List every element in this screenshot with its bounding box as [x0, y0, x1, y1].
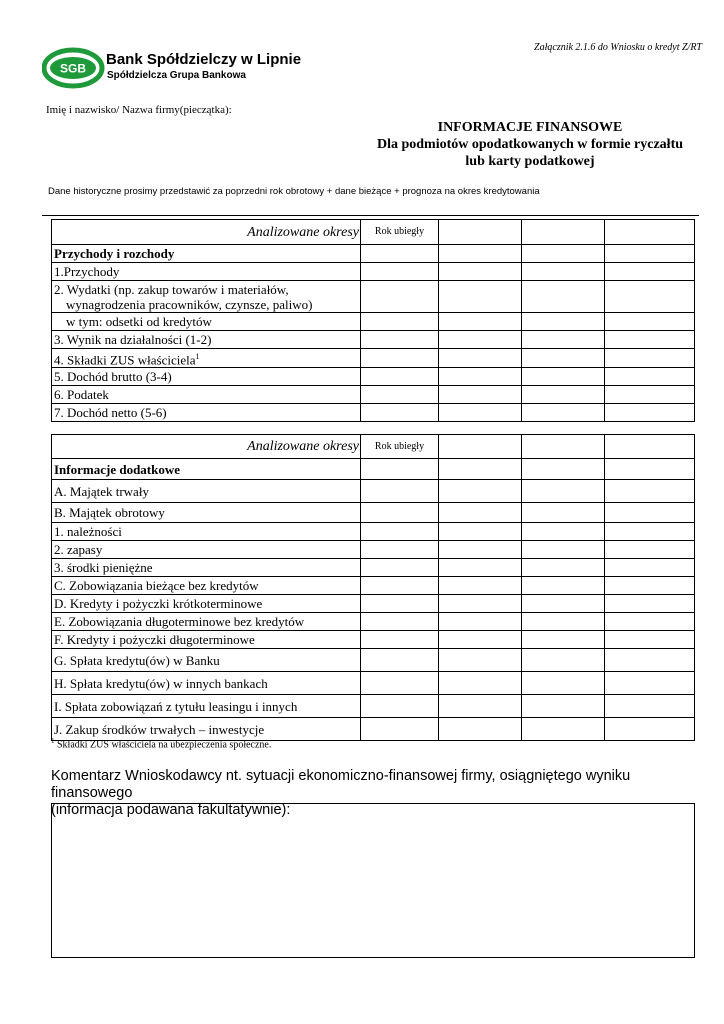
value-cell[interactable]: [439, 349, 522, 368]
section-heading: Informacje dodatkowe: [52, 459, 361, 480]
table-row: [52, 480, 695, 503]
table-header-row: [52, 435, 695, 459]
value-cell[interactable]: [439, 523, 522, 541]
value-cell[interactable]: [522, 695, 605, 718]
value-cell[interactable]: [605, 331, 695, 349]
value-cell[interactable]: [361, 263, 439, 281]
period-cell[interactable]: [522, 435, 605, 459]
period-cell[interactable]: [522, 220, 605, 245]
row-label: [52, 349, 361, 368]
value-cell[interactable]: [522, 718, 605, 741]
period-header: Analizowane okresy: [52, 435, 361, 459]
table-row: [52, 577, 695, 595]
value-cell[interactable]: [439, 718, 522, 741]
row-label: I. Spłata zobowiązań z tytułu leasingu i innych: [52, 695, 361, 718]
value-cell[interactable]: [361, 695, 439, 718]
value-cell[interactable]: [439, 613, 522, 631]
value-cell[interactable]: [522, 480, 605, 503]
table-row: [52, 613, 695, 631]
value-cell[interactable]: [439, 331, 522, 349]
value-cell[interactable]: [439, 577, 522, 595]
value-cell[interactable]: [522, 313, 605, 331]
table-row: [52, 368, 695, 386]
value-cell[interactable]: [522, 559, 605, 577]
footnote: [51, 737, 271, 750]
value-cell[interactable]: [522, 331, 605, 349]
row-label: J. Zakup środków trwałych – inwestycje: [52, 718, 361, 741]
value-cell[interactable]: [361, 613, 439, 631]
value-cell[interactable]: [605, 695, 695, 718]
value-cell[interactable]: [522, 503, 605, 523]
row-label: 6. Podatek: [52, 386, 361, 404]
table-row: [52, 349, 695, 368]
value-cell[interactable]: [605, 368, 695, 386]
table-row: [52, 331, 695, 349]
period-cell[interactable]: [439, 435, 522, 459]
value-cell[interactable]: [439, 386, 522, 404]
value-cell[interactable]: [439, 541, 522, 559]
value-cell[interactable]: [361, 595, 439, 613]
value-cell[interactable]: [522, 523, 605, 541]
row-label: 7. Dochód netto (5-6): [52, 404, 361, 422]
value-cell[interactable]: [361, 313, 439, 331]
row-label: 5. Dochód brutto (3-4): [52, 368, 361, 386]
table-row: [52, 404, 695, 422]
footnote-mark: 1: [51, 737, 55, 745]
value-cell[interactable]: [605, 559, 695, 577]
value-cell[interactable]: [522, 349, 605, 368]
value-cell[interactable]: [522, 631, 605, 649]
value-cell[interactable]: [605, 404, 695, 422]
value-cell[interactable]: [522, 386, 605, 404]
value-cell[interactable]: [439, 281, 522, 313]
table-row: [52, 672, 695, 695]
section-heading: Przychody i rozchody: [52, 245, 361, 263]
row-label: w tym: odsetki od kredytów: [52, 313, 361, 331]
table-row: [52, 595, 695, 613]
value-cell[interactable]: [361, 349, 439, 368]
instruction-note: Dane historyczne prosimy przedstawić za poprzedni rok obrotowy + dane bieżące + prognoza na okres kredytowania: [48, 186, 540, 197]
row-label: 2. zapasy: [52, 541, 361, 559]
row-label: D. Kredyty i pożyczki krótkoterminowe: [52, 595, 361, 613]
value-cell[interactable]: [361, 503, 439, 523]
value-cell[interactable]: [522, 595, 605, 613]
value-cell[interactable]: [439, 631, 522, 649]
value-cell[interactable]: [361, 281, 439, 313]
value-cell[interactable]: [361, 331, 439, 349]
value-cell[interactable]: [361, 559, 439, 577]
value-cell[interactable]: [439, 649, 522, 672]
value-cell[interactable]: [522, 672, 605, 695]
value-cell[interactable]: [361, 368, 439, 386]
table-row: [52, 631, 695, 649]
table-row: [52, 541, 695, 559]
footnote-mark: 1: [195, 352, 200, 361]
value-cell[interactable]: [522, 368, 605, 386]
period-header: Analizowane okresy: [52, 220, 361, 245]
document-title: [340, 119, 720, 170]
row-label: [52, 281, 361, 313]
value-cell[interactable]: [522, 263, 605, 281]
row-label: A. Majątek trwały: [52, 480, 361, 503]
bank-name: Bank Spółdzielczy w Lipnie: [106, 51, 302, 68]
title-line-3: lub karty podatkowej: [465, 154, 595, 169]
prior-year-header: Rok ubiegły: [361, 220, 439, 245]
value-cell[interactable]: [361, 577, 439, 595]
value-cell[interactable]: [361, 404, 439, 422]
table-row: [52, 695, 695, 718]
additional-info-table: [51, 434, 695, 741]
period-cell[interactable]: [605, 220, 695, 245]
value-cell[interactable]: [605, 313, 695, 331]
value-cell[interactable]: [605, 263, 695, 281]
value-cell[interactable]: [522, 281, 605, 313]
table-row: [52, 263, 695, 281]
value-cell[interactable]: [439, 404, 522, 422]
table-row: [52, 313, 695, 331]
value-cell[interactable]: [522, 404, 605, 422]
table-row: [52, 523, 695, 541]
value-cell[interactable]: [439, 368, 522, 386]
row-label: 3. Wynik na działalności (1-2): [52, 331, 361, 349]
comment-textarea[interactable]: [51, 803, 695, 958]
name-field-label: Imię i nazwisko/ Nazwa firmy(pieczątka):: [46, 104, 232, 116]
row-label: C. Zobowiązania bieżące bez kredytów: [52, 577, 361, 595]
value-cell[interactable]: [361, 718, 439, 741]
row-label: 3. środki pieniężne: [52, 559, 361, 577]
value-cell[interactable]: [439, 559, 522, 577]
value-cell[interactable]: [439, 503, 522, 523]
value-cell[interactable]: [605, 672, 695, 695]
row-label: B. Majątek obrotowy: [52, 503, 361, 523]
value-cell[interactable]: [605, 523, 695, 541]
value-cell[interactable]: [605, 631, 695, 649]
title-line-2: Dla podmiotów opodatkowanych w formie ryczałtu: [376, 137, 684, 152]
bank-group: Spółdzielcza Grupa Bankowa: [107, 70, 246, 81]
value-cell[interactable]: [605, 386, 695, 404]
value-cell[interactable]: [522, 541, 605, 559]
row-label: 1.Przychody: [52, 263, 361, 281]
value-cell[interactable]: [522, 613, 605, 631]
table-row: [52, 559, 695, 577]
value-cell[interactable]: [439, 595, 522, 613]
period-cell[interactable]: [605, 435, 695, 459]
value-cell[interactable]: [361, 386, 439, 404]
table-row: [52, 386, 695, 404]
value-cell[interactable]: [605, 480, 695, 503]
table-row: [52, 503, 695, 523]
value-cell[interactable]: [605, 349, 695, 368]
table-row: [52, 245, 695, 263]
logo-text: SGB: [59, 61, 87, 76]
value-cell[interactable]: [605, 577, 695, 595]
footnote-text: Składki ZUS właściciela na ubezpieczenia społeczne.: [54, 739, 272, 751]
value-cell[interactable]: [439, 672, 522, 695]
value-cell[interactable]: [361, 541, 439, 559]
value-cell[interactable]: [605, 281, 695, 313]
value-cell[interactable]: [605, 613, 695, 631]
value-cell[interactable]: [361, 649, 439, 672]
value-cell[interactable]: [439, 313, 522, 331]
value-cell[interactable]: [361, 480, 439, 503]
table-row: [52, 649, 695, 672]
row-label: G. Spłata kredytu(ów) w Banku: [52, 649, 361, 672]
prior-year-header: Rok ubiegły: [361, 435, 439, 459]
comment-label-line-1: Komentarz Wnioskodawcy nt. sytuacji ekonomiczno-finansowej firmy, osiągniętego wyniku finansowego: [51, 768, 631, 801]
divider: [42, 215, 699, 216]
income-expense-table: [51, 219, 695, 422]
value-cell[interactable]: [605, 595, 695, 613]
comment-label-line-2: (informacja podawana fakultatywnie):: [51, 802, 291, 818]
value-cell[interactable]: [605, 503, 695, 523]
attachment-reference: Załącznik 2.1.6 do Wniosku o kredyt Z/RT: [534, 42, 702, 53]
value-cell[interactable]: [361, 672, 439, 695]
value-cell[interactable]: [605, 718, 695, 741]
value-cell[interactable]: [605, 649, 695, 672]
period-cell[interactable]: [439, 220, 522, 245]
row-label: 1. należności: [52, 523, 361, 541]
value-cell[interactable]: [522, 649, 605, 672]
table-header-row: [52, 220, 695, 245]
title-line-1: INFORMACJE FINANSOWE: [437, 120, 623, 135]
value-cell[interactable]: [439, 480, 522, 503]
table-row: [52, 459, 695, 480]
row-label-line: 2. Wydatki (np. zakup towarów i materiałów,: [54, 281, 289, 297]
row-label: F. Kredyty i pożyczki długoterminowe: [52, 631, 361, 649]
row-label-line: wynagrodzenia pracowników, czynsze, paliwo): [66, 296, 313, 312]
row-label-text: 4. Składki ZUS właściciela: [54, 352, 196, 368]
value-cell[interactable]: [522, 577, 605, 595]
row-label: E. Zobowiązania długoterminowe bez kredytów: [52, 613, 361, 631]
value-cell[interactable]: [361, 631, 439, 649]
value-cell[interactable]: [361, 523, 439, 541]
value-cell[interactable]: [605, 541, 695, 559]
row-label: H. Spłata kredytu(ów) w innych bankach: [52, 672, 361, 695]
table-row: [52, 281, 695, 313]
value-cell[interactable]: [439, 695, 522, 718]
value-cell[interactable]: [439, 263, 522, 281]
